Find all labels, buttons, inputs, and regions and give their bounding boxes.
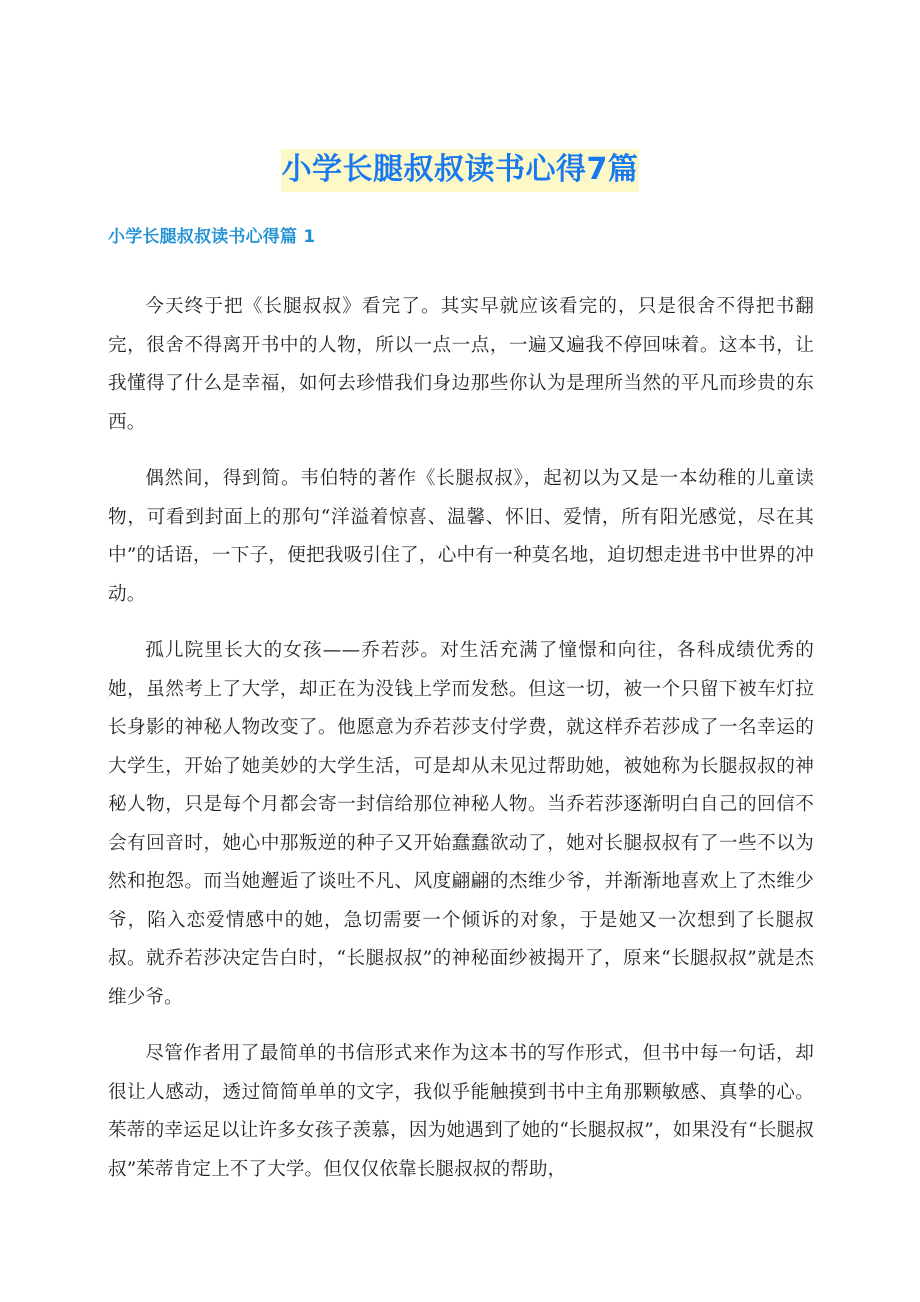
page-title-text: 小学长腿叔叔读书心得7篇 [281,149,640,192]
paragraph-1: 今天终于把《长腿叔叔》看完了。其实早就应该看完的，只是很舍不得把书翻完，很舍不得离开书中的人物，所以一点一点，一遍又遍我不停回味着。这本书，让我懂得了什么是幸福，如何去珍惜我们身边那些你认为是理所当然的平凡而珍贵的东西。 [108,296,814,433]
section-heading-1: 小学长腿叔叔读书心得篇 1 [108,227,316,247]
paragraph-2: 偶然间，得到简。韦伯特的著作《长腿叔叔》，起初以为又是一本幼稚的儿童读物，可看到封面上的那句“洋溢着惊喜、温馨、怀旧、爱情，所有阳光感觉，尽在其中”的话语，一下子，便把我吸引住了，心中有一种莫名地，迫切想走进书中世界的冲动。 [108,468,814,605]
body-text-block [108,288,814,1189]
paragraph-4: 尽管作者用了最简单的书信形式来作为这本书的写作形式，但书中每一句话，却很让人感动，透过简简单单的文字，我似乎能触摸到书中主角那颗敏感、真挚的心。茱蒂的幸运足以让许多女孩子羡慕，因为她遇到了她的“长腿叔叔”，如果没有“长腿叔叔”茱蒂肯定上不了大学。但仅仅依靠长腿叔叔的帮助， [108,1043,814,1180]
page-title [108,152,812,187]
paragraph-3: 孤儿院里长大的女孩——乔若莎。对生活充满了憧憬和向往，各科成绩优秀的她，虽然考上了大学，却正在为没钱上学而发愁。但这一切，被一个只留下被车灯拉长身影的神秘人物改变了。他愿意为乔若莎支付学费，就这样乔若莎成了一名幸运的大学生，开始了她美妙的大学生活，可是却从未见过帮助她，被她称为长腿叔叔的神秘人物，只是每个月都会寄一封信给那位神秘人物。当乔若莎逐渐明白自己的回信不会有回音时，她心中那叛逆的种子又开始蠢蠢欲动了，她对长腿叔叔有了一些不以为然和抱怨。而当她邂逅了谈吐不凡、风度翩翩的杰维少爷，并渐渐地喜欢上了杰维少爷，陷入恋爱情感中的她，急切需要一个倾诉的对象，于是她又一次想到了长腿叔叔。就乔若莎决定告白时，“长腿叔叔”的神秘面纱被揭开了，原来“长腿叔叔”就是杰维少爷。 [108,640,814,1008]
